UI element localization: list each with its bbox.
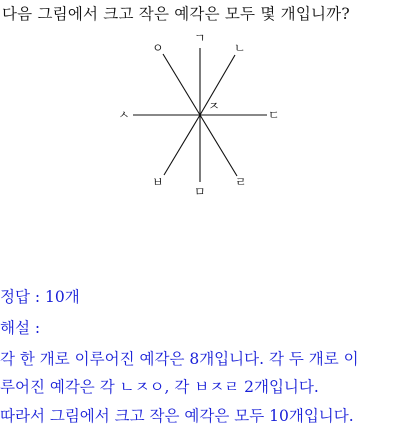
explanation-line-3: 따라서 그림에서 크고 작은 예각은 모두 10개입니다. [0, 407, 354, 425]
label-top: ㄱ [194, 31, 206, 45]
ray-top-left [163, 54, 200, 115]
explanation-heading: 해설 : [0, 319, 41, 337]
label-bottom-right: ㄹ [235, 175, 247, 189]
ray-bottom-left [164, 115, 200, 175]
label-top-left: ㅇ [152, 41, 164, 55]
label-bottom: ㅁ [194, 185, 206, 199]
label-center: ㅈ [208, 99, 220, 113]
label-left: ㅅ [118, 108, 130, 122]
ray-bottom-right [200, 115, 237, 176]
question-text: 다음 그림에서 크고 작은 예각은 모두 몇 개입니까? [2, 5, 350, 23]
answer-result: 정답 : 10개 [0, 288, 80, 306]
explanation-line-2: 루어진 예각은 각 ㄴㅈㅇ, 각 ㅂㅈㄹ 2개입니다. [0, 378, 319, 396]
label-top-right: ㄴ [234, 41, 246, 55]
explanation-line-1: 각 한 개로 이루어진 예각은 8개입니다. 각 두 개로 이 [0, 350, 359, 368]
label-right: ㄷ [268, 108, 280, 122]
label-bottom-left: ㅂ [152, 175, 164, 189]
